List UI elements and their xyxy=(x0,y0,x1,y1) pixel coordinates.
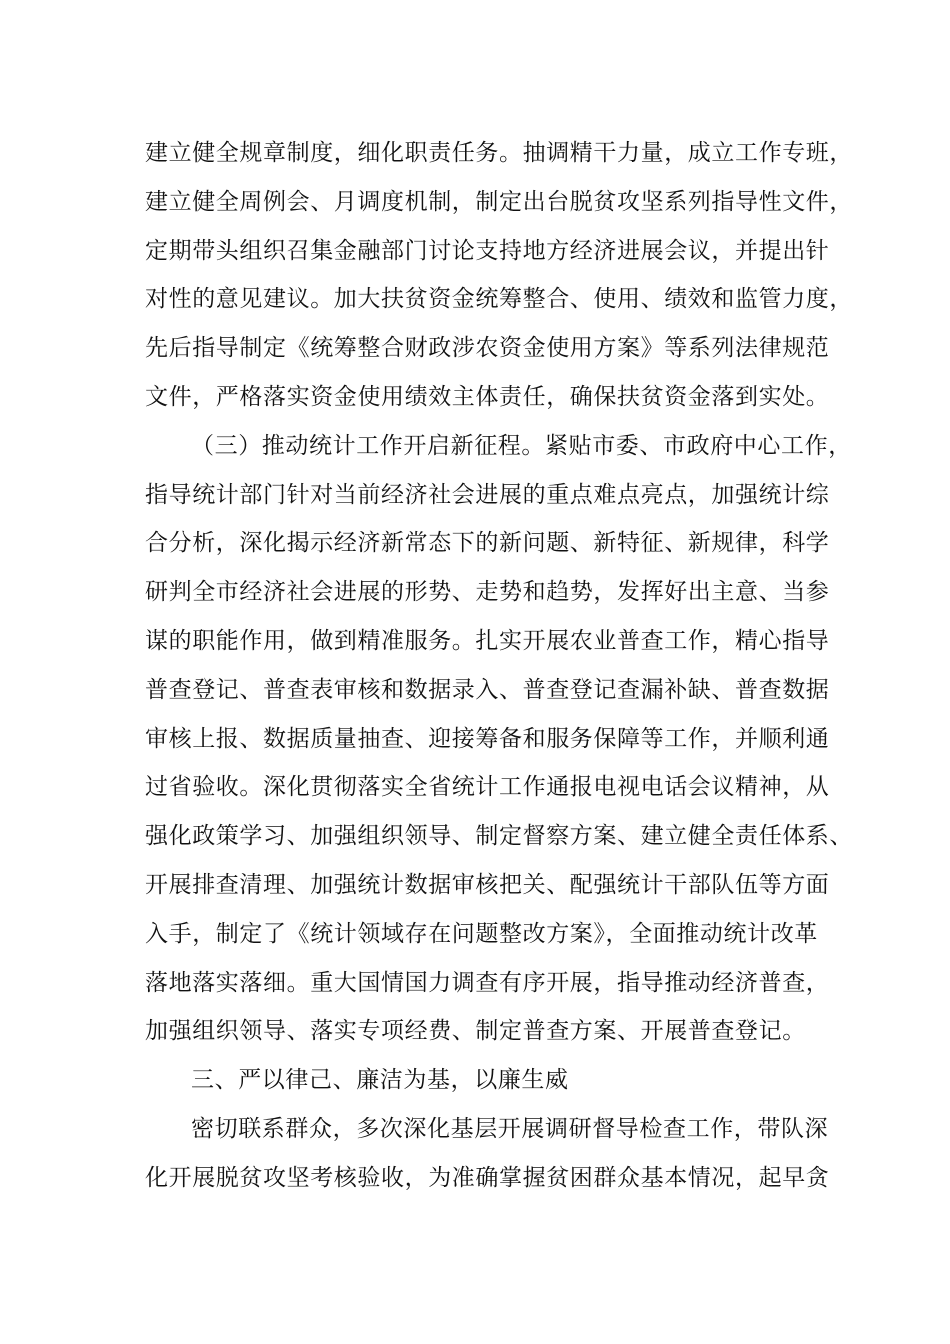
text-line: 化开展脱贫攻坚考核验收，为准确掌握贫困群众基本情况，起早贪 xyxy=(145,1164,830,1191)
section-paragraph-start: （三）推动统计工作开启新征程。紧贴市委、市政府中心工作， xyxy=(191,432,852,459)
text-line: 落地落实落细。重大国情国力调查有序开展，指导推动经济普查， xyxy=(145,969,830,996)
text-line: 入手，制定了《统计领域存在问题整改方案》，全面推动统计改革 xyxy=(145,920,818,947)
text-line: 谋的职能作用，做到精准服务。扎实开展农业普查工作，精心指导 xyxy=(145,627,830,654)
body-text xyxy=(145,129,853,1203)
text-line: 过省验收。深化贯彻落实全省统计工作通报电视电话会议精神，从 xyxy=(145,774,830,801)
text-line: 研判全市经济社会进展的形势、走势和趋势，发挥好出主意、当参 xyxy=(145,579,830,606)
text-line: 建立健全周例会、月调度机制，制定出台脱贫攻坚系列指导性文件， xyxy=(145,188,853,215)
text-line: 加强组织领导、落实专项经费、制定普查方案、开展普查登记。 xyxy=(145,1018,806,1045)
text-line: 指导统计部门针对当前经济社会进展的重点难点亮点，加强统计综 xyxy=(145,481,830,508)
text-line: 普查登记、普查表审核和数据录入、普查登记查漏补缺、普查数据 xyxy=(145,676,830,703)
text-line: 合分析，深化揭示经济新常态下的新问题、新特征、新规律，科学 xyxy=(145,530,830,557)
paragraph-start: 密切联系群众，多次深化基层开展调研督导检查工作，带队深 xyxy=(191,1115,829,1142)
text-line: 建立健全规章制度，细化职责任务。抽调精干力量，成立工作专班， xyxy=(145,140,853,166)
text-line: 文件，严格落实资金使用绩效主体责任，确保扶贫资金落到实处。 xyxy=(145,383,830,410)
text-line: 强化政策学习、加强组织领导、制定督察方案、建立健全责任体系、 xyxy=(145,823,853,850)
text-line: 先后指导制定《统筹整合财政涉农资金使用方案》等系列法律规范 xyxy=(145,335,830,362)
text-line: 定期带头组织召集金融部门讨论支持地方经济进展会议，并提出针 xyxy=(145,237,830,264)
text-line: 开展排查清理、加强统计数据审核把关、配强统计干部队伍等方面 xyxy=(145,871,830,898)
text-line: 对性的意见建议。加大扶贫资金统筹整合、使用、绩效和监管力度， xyxy=(145,286,853,313)
text-line: 审核上报、数据质量抽查、迎接筹备和服务保障等工作，并顺利通 xyxy=(145,725,830,752)
section-heading: 三、严以律己、廉洁为基，以廉生威 xyxy=(191,1067,569,1094)
